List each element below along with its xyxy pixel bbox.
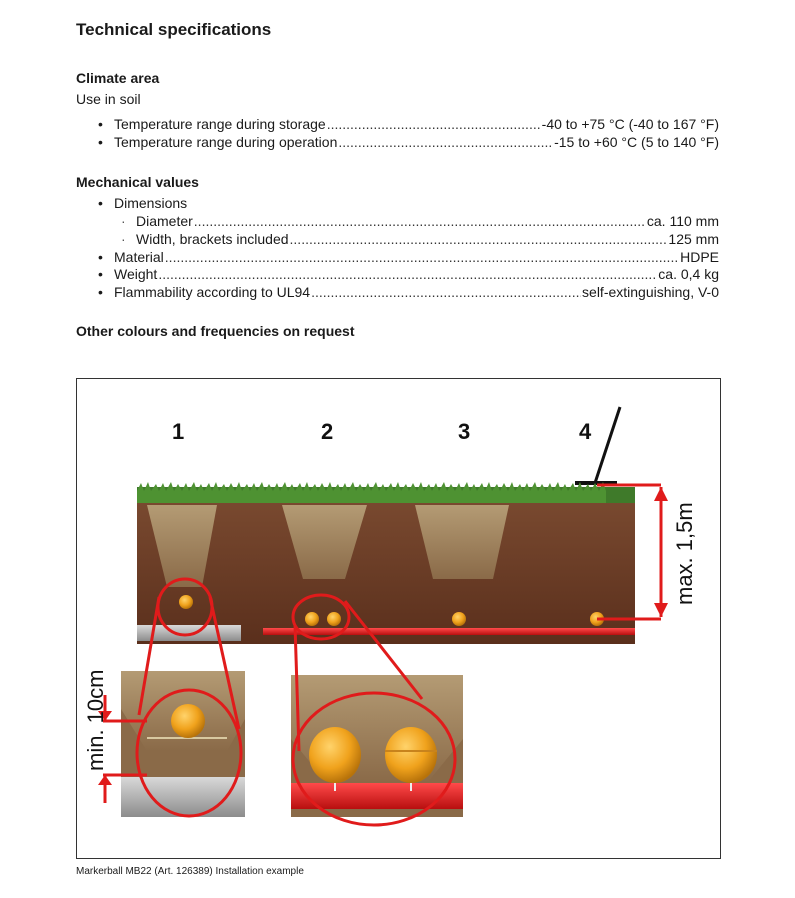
spec-value: ca. 110 mm <box>646 213 719 229</box>
installation-illustration <box>77 379 720 858</box>
leader-dots <box>165 249 679 265</box>
spec-value: 125 mm <box>668 231 719 247</box>
bullet: • <box>98 195 103 211</box>
mechanical-heading: Mechanical values <box>76 174 199 190</box>
marker-ball-3 <box>452 612 466 626</box>
spec-label: Diameter <box>136 213 193 229</box>
spec-value: -15 to +60 °C (5 to 140 °F) <box>554 134 719 150</box>
figure-caption: Markerball MB22 (Art. 126389) Installation example <box>76 866 304 877</box>
installation-figure <box>76 378 721 859</box>
leader-dots <box>194 213 646 229</box>
climate-subtitle: Use in soil <box>76 91 141 107</box>
spec-label: Dimensions <box>114 195 188 211</box>
leader-dots <box>327 116 541 132</box>
spec-row-material <box>0 249 719 267</box>
bullet: • <box>98 249 103 265</box>
spec-value: self-extinguishing, V-0 <box>582 284 719 300</box>
position-number-3: 3 <box>458 419 471 444</box>
marker-ball-1 <box>179 595 193 609</box>
spec-value: HDPE <box>680 249 719 265</box>
max-depth-label: max. 1,5m <box>672 502 697 605</box>
other-note: Other colours and frequencies on request <box>76 323 355 339</box>
position-number-2: 2 <box>321 419 334 444</box>
spec-value: -40 to +75 °C (-40 to 167 °F) <box>541 116 719 132</box>
spec-label: Temperature range during storage <box>114 116 326 132</box>
bullet: • <box>98 266 103 282</box>
min-distance-label: min. 10cm <box>83 669 108 771</box>
spec-row-dimensions <box>0 195 719 213</box>
position-number-4: 4 <box>579 419 592 444</box>
sub-bullet: · <box>121 231 126 247</box>
bullet: • <box>98 116 103 132</box>
spec-row-storage <box>0 116 719 134</box>
detail-2-ball-b <box>385 727 437 783</box>
sub-bullet: · <box>121 213 126 229</box>
bullet: • <box>98 284 103 300</box>
position-number-1: 1 <box>172 419 185 444</box>
spec-label: Width, brackets included <box>136 231 289 247</box>
detail-2-ball-a <box>309 727 361 783</box>
marker-ball-2a <box>305 612 319 626</box>
spec-row-diameter <box>0 213 719 231</box>
spec-row-flammability <box>0 284 719 302</box>
arrow-up-icon <box>654 487 668 501</box>
spec-label: Flammability according to UL94 <box>114 284 311 300</box>
spec-value: ca. 0,4 kg <box>658 266 719 282</box>
detail-1-ball <box>171 704 205 738</box>
marker-ball-2b <box>327 612 341 626</box>
bullet: • <box>98 134 103 150</box>
red-pipe <box>263 628 635 635</box>
page-title: Technical specifications <box>76 20 272 39</box>
locator-pole <box>595 407 620 483</box>
leader-dots <box>311 284 581 300</box>
spec-label: Weight <box>114 266 158 282</box>
spec-label: Material <box>114 249 164 265</box>
leader-dots <box>290 231 668 247</box>
arrow-down-icon <box>654 603 668 617</box>
leader-dots <box>338 134 553 150</box>
spec-label: Temperature range during operation <box>114 134 338 150</box>
spec-row-operation <box>0 134 719 152</box>
spec-row-weight <box>0 266 719 284</box>
spec-row-width <box>0 231 719 249</box>
grass-blades <box>137 482 606 503</box>
leader-dots <box>158 266 657 282</box>
climate-heading: Climate area <box>76 70 160 86</box>
